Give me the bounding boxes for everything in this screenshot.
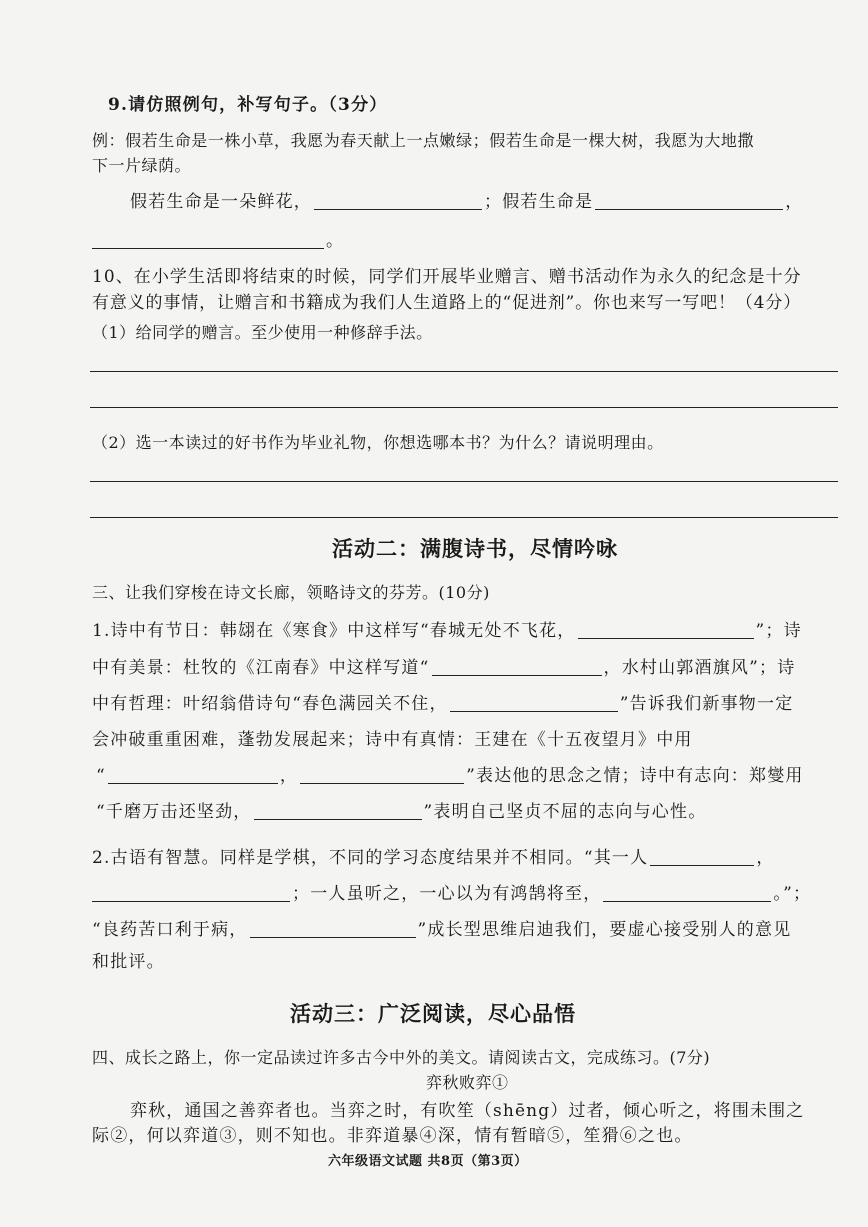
q9-fill-a: 假若生命是一朵鲜花， [130,192,312,212]
activity3-heading: 活动三：广泛阅读，尽心品悟 [290,1002,576,1026]
poem-6-a: “千磨万击还坚劲， [96,802,252,822]
proverb-line-3 [92,915,791,940]
q9-fill-b: ；假若生命是 [484,192,594,212]
poem-line-3 [92,689,793,714]
q9-example-cont: 下一片绿荫。 [92,156,192,175]
q9-fill-end: 。 [326,231,345,251]
poem-5-c: ”表达他的思念之情；诗中有志向：郑燮用 [466,766,804,786]
poem-2-b: ，水村山郭酒旗风”；诗 [603,658,796,678]
proverb-line-1 [92,843,775,868]
poem-line-6 [96,797,706,822]
poem-blank-1[interactable] [578,621,754,639]
q10-intro-2: 有意义的事情，让赠言和书籍成为我们人生道路上的“促进剂”。你也来写一写吧！（4分） [92,293,802,313]
proverb-blank-4[interactable] [250,920,416,938]
proverb-3-b: ”成长型思维启迪我们，要虚心接受别人的意见 [417,920,792,940]
answer-line-4[interactable] [90,517,838,518]
answer-line-1[interactable] [90,371,838,372]
q9-fill-c: ， [785,192,804,212]
q9-example: 例：假若生命是一株小草，我愿为春天献上一点嫩绿；假若生命是一棵大树，我愿为大地撒 [92,131,755,150]
poem-5-a: “ [96,766,106,786]
proverb-line-4: 和批评。 [92,952,165,972]
q9-blank-1[interactable] [314,192,482,210]
poem-1-a: 1.诗中有节日：韩翃在《寒食》中这样写“春城无处不飞花， [92,621,576,641]
poem-3-a: 中有哲理：叶绍翁借诗句“春色满园关不住， [92,694,448,714]
poem-blank-4[interactable] [108,766,278,784]
answer-line-3[interactable] [90,481,838,482]
proverb-1-a: 2.古语有智慧。同样是学棋，不同的学习态度结果并不相同。“其一人 [92,848,649,868]
q3-title: 三、让我们穿梭在诗文长廊，领略诗文的芬芳。(10分) [92,583,490,602]
ancient-text-line-2: 际②，何以弈道③，则不知也。非弈道暴④深，情有暂暗⑤，笙猾⑥之也。 [92,1126,693,1146]
q9-blank-2[interactable] [595,192,783,210]
answer-line-2[interactable] [90,407,838,408]
poem-line-2 [92,653,795,678]
page-footer: 六年级语文试题 共8页（第3页） [328,1154,528,1169]
poem-1-b: ”；诗 [755,621,802,641]
poem-line-1 [92,616,802,641]
proverb-2-a: ；一人虽听之，一心以为有鸿鹄将至， [292,884,602,904]
poem-line-5 [96,761,804,786]
q10-intro-1: 10、在小学生活即将结束的时候，同学们开展毕业赠言、赠书活动作为永久的纪念是十分 [92,267,802,287]
q9-title: 9.请仿照例句，补写句子。（3分） [108,95,388,115]
activity2-heading: 活动二：满腹诗书，尽情吟咏 [332,537,618,561]
proverb-3-a: “良药苦口利于病， [92,920,248,940]
poem-blank-6[interactable] [254,802,422,820]
proverb-line-2 [92,879,811,904]
poem-line-4: 会冲破重重困难，蓬勃发展起来；诗中有真情：王建在《十五夜望月》中用 [92,730,693,750]
proverb-blank-1[interactable] [650,848,754,866]
ancient-text-title: 弈秋败弈① [426,1073,509,1092]
q10-part-2: （2）选一本读过的好书作为毕业礼物，你想选哪本书？为什么？请说明理由。 [92,433,664,452]
poem-6-b: ”表明自己坚贞不屈的志向与心性。 [423,802,707,822]
proverb-2-b: 。”； [773,884,812,904]
q9-blank-3[interactable] [92,231,324,249]
q4-title: 四、成长之路上，你一定品读过许多古今中外的美文。请阅读古文，完成练习。(7分) [92,1048,711,1067]
proverb-1-b: ， [756,848,775,868]
poem-blank-2[interactable] [432,658,602,676]
proverb-blank-2[interactable] [92,884,290,902]
ancient-text-line-1: 弈秋，通国之善弈者也。当弈之时，有吹笙（shēng）过者，倾心听之，将围未围之 [130,1101,805,1121]
poem-blank-3[interactable] [450,694,618,712]
q9-fill-line-2 [92,226,344,251]
q9-fill-line [130,187,803,212]
poem-3-b: ”告诉我们新事物一定 [619,694,794,714]
poem-2-a: 中有美景：杜牧的《江南春》中这样写道“ [92,658,430,678]
poem-5-b: ， [279,766,299,786]
proverb-blank-3[interactable] [603,884,771,902]
poem-blank-5[interactable] [300,766,464,784]
q10-part-1: （1）给同学的赠言。至少使用一种修辞手法。 [92,323,433,342]
